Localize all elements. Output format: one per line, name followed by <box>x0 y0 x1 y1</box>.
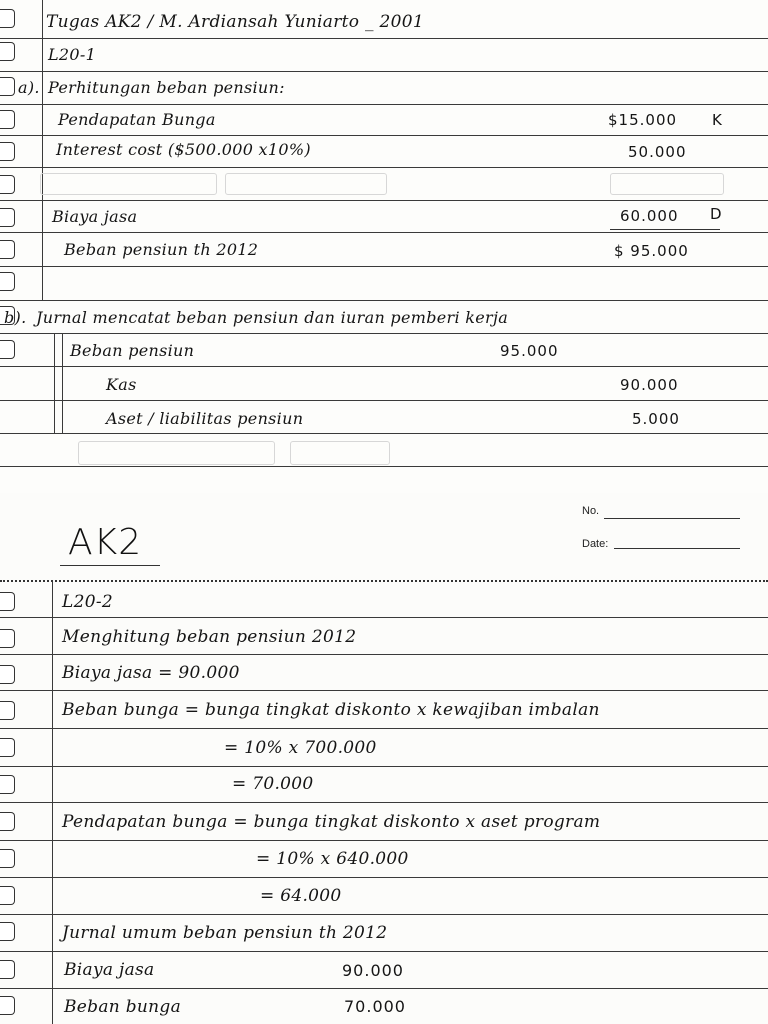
rule-line <box>0 167 768 168</box>
part-a-label: a). <box>18 78 40 97</box>
title-underline <box>60 565 160 566</box>
calc-line: = 70.000 <box>232 774 314 794</box>
binder-hole <box>0 240 15 259</box>
row-mark: D <box>710 205 723 223</box>
rule-line <box>0 366 768 367</box>
binder-hole <box>0 272 15 291</box>
binder-hole <box>0 775 15 794</box>
binder-hole <box>0 9 15 28</box>
row-label: Biaya jasa <box>52 207 138 226</box>
rule-line <box>0 840 768 841</box>
rule-line <box>0 400 768 401</box>
rule-line <box>0 877 768 878</box>
journal-amount: 70.000 <box>344 997 406 1016</box>
rule-line <box>0 802 768 803</box>
calc-line: Biaya jasa = 90.000 <box>62 663 240 683</box>
journal-credit: 5.000 <box>632 410 680 428</box>
row-amount: $ 95.000 <box>614 242 689 260</box>
no-line <box>604 518 740 519</box>
margin-line <box>52 582 53 1024</box>
rule-line <box>0 71 768 72</box>
total-underline <box>610 229 720 230</box>
part-b-heading: Jurnal mencatat beban pensiun dan iuran pemberi kerja <box>36 308 509 327</box>
rule-line <box>0 135 768 136</box>
date-line <box>614 548 740 549</box>
rule-line <box>0 690 768 691</box>
margin-line <box>42 0 43 300</box>
journal-bar <box>62 333 63 433</box>
row-amount: 50.000 <box>628 143 687 161</box>
notebook-page-2 <box>0 493 768 1024</box>
date-label: Date: <box>582 538 609 550</box>
part-b-label: b). <box>4 308 27 327</box>
notebook-page-1 <box>0 0 768 493</box>
binder-hole <box>0 812 15 831</box>
bleed-through-mark <box>610 173 724 195</box>
row-label: Pendapatan Bunga <box>58 110 216 129</box>
binder-hole <box>0 110 15 129</box>
bleed-through-mark <box>290 441 390 465</box>
journal-account: Aset / liabilitas pensiun <box>106 409 304 428</box>
rule-line <box>0 617 768 618</box>
rule-line <box>0 728 768 729</box>
bleed-through-mark <box>78 441 275 465</box>
calc-line: = 64.000 <box>260 886 342 906</box>
binder-hole <box>0 175 15 194</box>
rule-line <box>0 333 768 334</box>
rule-line <box>0 300 768 301</box>
row-mark: K <box>712 111 723 129</box>
binder-hole <box>0 738 15 757</box>
journal-debit: 95.000 <box>500 342 559 360</box>
page-header: Tugas AK2 / M. Ardiansah Yuniarto _ 2001 <box>46 12 424 32</box>
binder-hole <box>0 629 15 648</box>
rule-line <box>0 433 768 434</box>
problem-code: L20-1 <box>48 45 97 64</box>
rule-line <box>0 466 768 467</box>
rule-line <box>0 104 768 105</box>
calc-line: Beban bunga = bunga tingkat diskonto x kewajiban imbalan <box>62 700 600 720</box>
binder-hole <box>0 996 15 1015</box>
bleed-through-mark <box>225 173 387 195</box>
rule-line <box>0 988 768 989</box>
calc-line: Jurnal umum beban pensiun th 2012 <box>62 923 388 943</box>
rule-line <box>0 580 768 582</box>
rule-line <box>0 232 768 233</box>
rule-line <box>0 951 768 952</box>
rule-line <box>0 654 768 655</box>
journal-amount: 90.000 <box>342 961 404 980</box>
calc-line: Menghitung beban pensiun 2012 <box>62 627 357 647</box>
calc-line: = 10% x 640.000 <box>256 849 409 869</box>
binder-hole <box>0 340 15 359</box>
bleed-through-mark <box>40 173 217 195</box>
rule-line <box>0 200 768 201</box>
binder-hole <box>0 886 15 905</box>
rule-line <box>0 38 768 39</box>
journal-account: Biaya jasa <box>64 960 155 980</box>
calc-line: = 10% x 700.000 <box>224 738 377 758</box>
row-label: Interest cost ($500.000 x10%) <box>56 140 311 159</box>
journal-credit: 90.000 <box>620 376 679 394</box>
row-amount: $15.000 <box>608 111 678 129</box>
page-title: AK2 <box>68 522 143 563</box>
problem-code: L20-2 <box>62 592 113 612</box>
binder-hole <box>0 701 15 720</box>
no-label: No. <box>582 505 600 517</box>
binder-hole <box>0 592 15 611</box>
binder-hole <box>0 77 15 96</box>
row-label: Beban pensiun th 2012 <box>64 240 259 259</box>
rule-line <box>0 766 768 767</box>
journal-account: Beban pensiun <box>70 341 195 360</box>
journal-account: Beban bunga <box>64 997 182 1017</box>
journal-bar <box>54 333 55 433</box>
binder-hole <box>0 665 15 684</box>
calc-line: Pendapatan bunga = bunga tingkat diskonto x aset program <box>62 812 601 832</box>
binder-hole <box>0 42 15 61</box>
binder-hole <box>0 208 15 227</box>
binder-hole <box>0 922 15 941</box>
journal-account: Kas <box>106 375 137 394</box>
binder-hole <box>0 142 15 161</box>
rule-line <box>0 266 768 267</box>
row-amount: 60.000 <box>620 207 679 225</box>
part-a-heading: Perhitungan beban pensiun: <box>48 78 285 97</box>
rule-line <box>0 914 768 915</box>
binder-hole <box>0 849 15 868</box>
binder-hole <box>0 960 15 979</box>
